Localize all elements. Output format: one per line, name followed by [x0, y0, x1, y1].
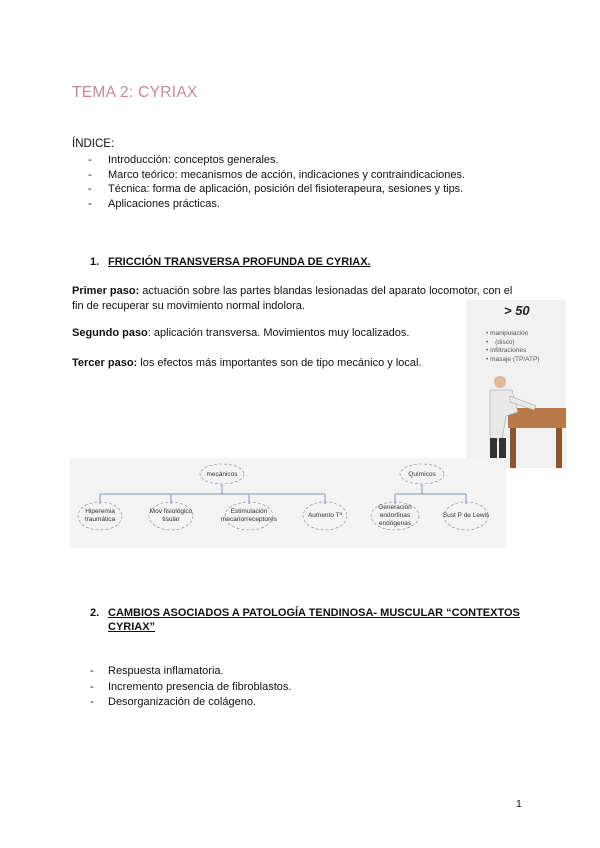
diagram-node-mecanicos: mecánicos — [206, 471, 238, 478]
photo-heading: > 50 — [504, 303, 530, 318]
diagram-node-aumento-t: Aumento Tª — [307, 512, 343, 519]
diagram-node-endorfinas: Generación endorfinas endógenas — [378, 504, 412, 527]
effects-diagram — [70, 458, 506, 548]
diagram-node-quimicos: Químicos — [408, 471, 436, 478]
list-item: - Aplicaciones prácticas. — [88, 197, 220, 210]
therapist-photo — [466, 300, 566, 468]
list-item: - Respuesta inflamatoria. — [90, 665, 224, 677]
section-1-heading: 1. FRICCIÓN TRANSVERSA PROFUNDA DE CYRIAX. — [90, 256, 371, 268]
list-item: - Incremento presencia de fibroblastos. — [90, 680, 292, 693]
index-heading: ÍNDICE: — [72, 138, 115, 150]
photo-bullets: • manipulación • (disco) • infiltraciones • masaje (TP/ATP) — [486, 330, 539, 364]
diagram-node-hiperemia: Hiperemia traumática — [84, 508, 116, 523]
step-1-paragraph: Primer paso: actuación sobre las partes blandas lesionadas del aparato locomotor, con el fin de recuperar su movimiento normal indolora. — [72, 285, 513, 312]
section-2-heading: 2. CAMBIOS ASOCIADOS A PATOLOGÍA TENDINOSA- MUSCULAR “CONTEXTOS CYRIAX” — [90, 607, 520, 633]
index-list — [88, 153, 465, 211]
list-item: - Introducción: conceptos generales. — [88, 154, 279, 166]
list-item: - Técnica: forma de aplicación, posición del fisioterapeura, sesiones y tips. — [88, 183, 464, 196]
diagram-node-estimulacion: Estimulación mecanorreceptores — [221, 508, 277, 523]
page-title: TEMA 2: CYRIAX — [72, 84, 198, 102]
diagram-node-sust-p: Sust P de Lewis — [442, 512, 490, 519]
section-2-list — [90, 664, 291, 711]
list-item: - Marco teórico: mecanismos de acción, indicaciones y contraindicaciones. — [88, 168, 466, 181]
page-number: 1 — [516, 798, 522, 810]
diagram-node-mov-fisiologico: Mov fisiológico tisular — [149, 508, 193, 523]
list-item: - Desorganización de colágeno. — [90, 696, 256, 708]
step-3-paragraph: Tercer paso: los efectos más importantes son de tipo mecánico y local. — [72, 357, 422, 369]
step-2-paragraph: Segundo paso: aplicación transversa. Movimientos muy localizados. — [72, 327, 410, 339]
